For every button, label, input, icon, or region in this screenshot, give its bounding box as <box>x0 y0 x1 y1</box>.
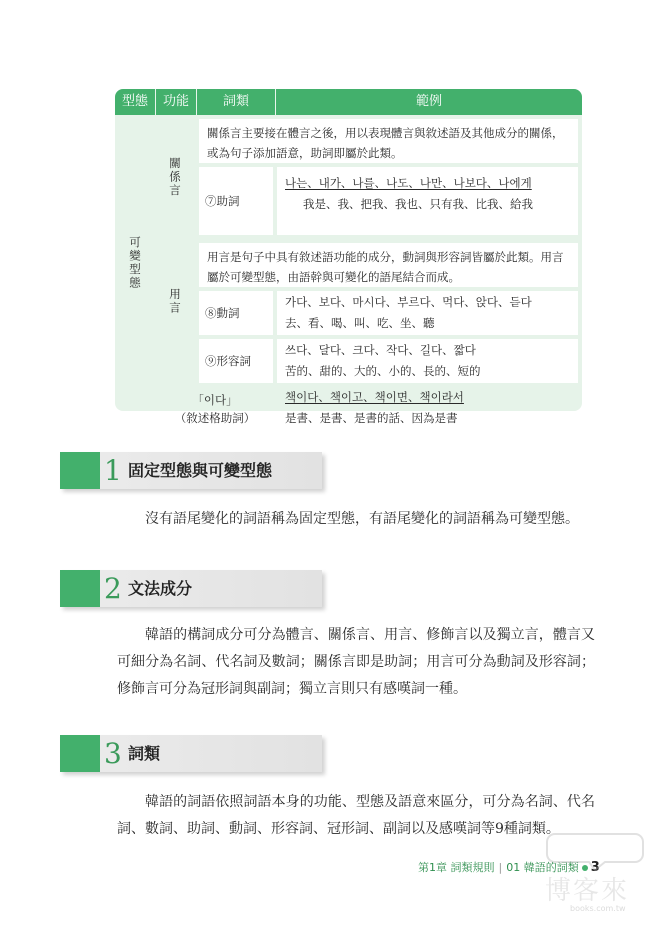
section-1-title: 固定型態與可變型態 <box>128 461 273 480</box>
particle-ex-zh: 我是、我、把我、我也、只有我、比我、給我 <box>303 197 533 211</box>
wordclass-particle: ⑦助詞 <box>199 167 273 235</box>
watermark <box>540 832 650 914</box>
word-class-table <box>115 89 582 425</box>
copula-ex-zh: 是書、是書、是書的話、因為是書 <box>285 411 458 425</box>
footer-chapter: 第1章 詞類規則 <box>418 861 495 874</box>
copula-label: 「이다」 <box>192 393 238 407</box>
predicate-desc: 用言是句子中具有敘述語功能的成分，動詞與形容詞皆屬於此類。用言屬於可變型態，由語幹與可變化的語尾結合而成。 <box>199 243 578 287</box>
header-wordclass: 詞類 <box>197 89 276 115</box>
section-2-title: 文法成分 <box>128 579 193 598</box>
page-number: 3 <box>590 860 600 875</box>
copula-ex-ko: 책이다、책이고、책이면、책이라서 <box>285 390 464 404</box>
table-header <box>115 89 582 115</box>
table-body <box>115 115 582 425</box>
page-footer: 第1章 詞類規則 | 01 韓語的詞類 3 <box>418 860 600 875</box>
footer-lesson: 01 韓語的詞類 <box>506 861 579 874</box>
watermark-url: books.com.tw <box>570 904 626 913</box>
section-2-text: 韓語的構詞成分可分為體言、關係言、用言、修飾言以及獨立言，體言又可細分為名詞、代名詞及數詞；關係言即是助詞；用言可分為動詞及形容詞；修飾言可分為冠形詞與副詞；獨立言則只有感嘆詞一種。 <box>117 627 595 697</box>
relation-desc: 關係言主要接在體言之後，用以表現體言與敘述語及其他成分的關係，或為句子添加語意，助詞即屬於此類。 <box>199 119 578 163</box>
watermark-text: 博客來 <box>545 876 630 906</box>
function-relation: 關係言 <box>168 156 182 198</box>
function-predicate: 用言 <box>168 287 182 315</box>
section-1-number: 1 <box>104 454 122 487</box>
section-2-number: 2 <box>104 572 122 605</box>
section-3-title: 詞類 <box>128 744 161 763</box>
speech-bubble-icon <box>545 832 645 872</box>
header-example: 範例 <box>415 94 442 109</box>
adj-ex-ko: 쓰다、달다、크다、작다、길다、짧다 <box>285 343 476 357</box>
section-3-text: 韓語的詞語依照詞語本身的功能、型態及語意來區分，可分為名詞、代名詞、數詞、助詞、動詞、形容詞、冠形詞、副詞以及感嘆詞等9種詞類。 <box>117 794 595 837</box>
copula-sublabel: （敘述格助詞） <box>174 411 256 425</box>
section-1-heading <box>60 452 332 489</box>
particle-ex-ko: 나는、내가、나를、나도、나만、나보다、나에게 <box>285 176 532 190</box>
header-type: 型態 <box>115 89 156 115</box>
section-1-text: 沒有語尾變化的詞語稱為固定型態，有語尾變化的詞語稱為可變型態。 <box>145 511 579 527</box>
wordclass-adjective: ⑨形容詞 <box>199 339 273 383</box>
header-function: 功能 <box>156 89 197 115</box>
verb-ex-zh: 去、看、喝、叫、吃、坐、聽 <box>285 316 435 330</box>
verb-ex-ko: 가다、보다、마시다、부르다、먹다、앉다、듣다 <box>285 295 532 309</box>
section-2-heading <box>60 570 332 607</box>
adj-ex-zh: 苦的、甜的、大的、小的、長的、短的 <box>285 364 481 378</box>
section-3-heading <box>60 735 332 772</box>
group-variable-label: 可變型態 <box>128 236 142 290</box>
wordclass-verb: ⑧動詞 <box>199 291 273 335</box>
section-3-number: 3 <box>104 737 122 770</box>
